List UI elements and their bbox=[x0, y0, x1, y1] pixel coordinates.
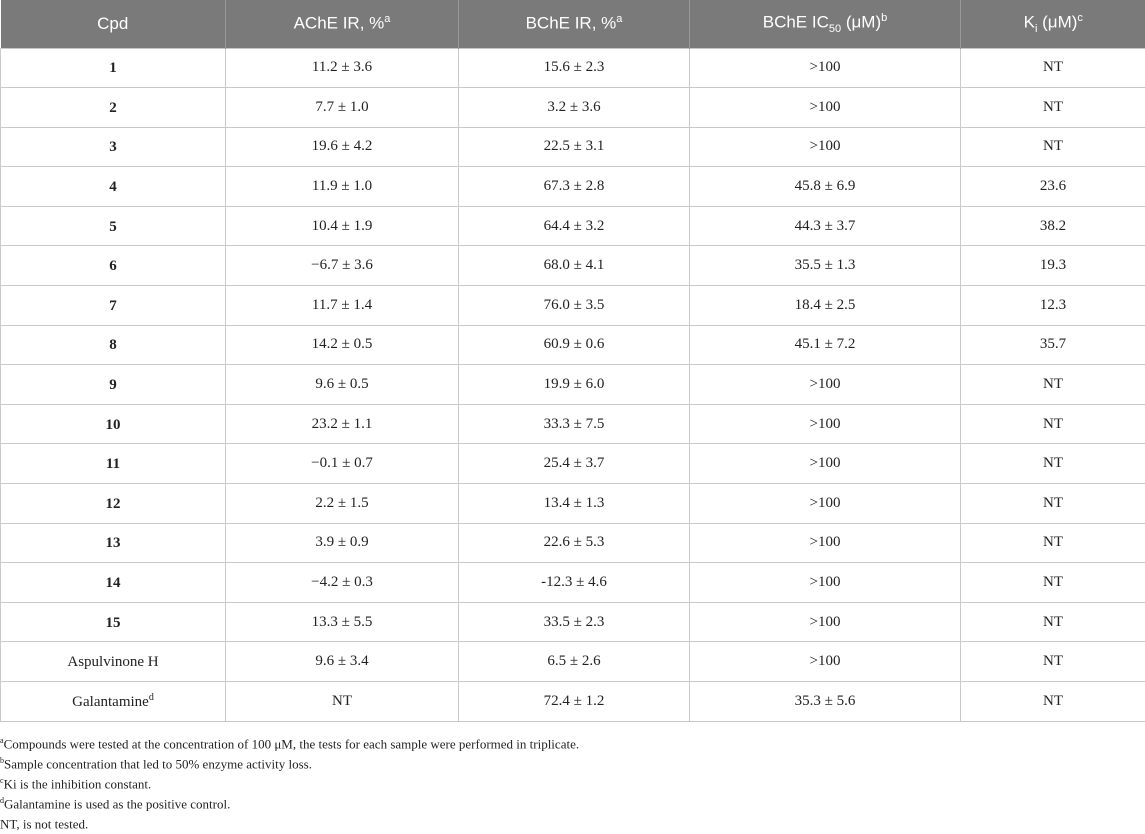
cell-bche-ir: 72.4 ± 1.2 bbox=[459, 682, 690, 722]
footnote-marker: d bbox=[149, 692, 154, 703]
cell-bche-ic50: >100 bbox=[690, 48, 961, 88]
header-row bbox=[1, 0, 1145, 48]
cell-bche-ic50: >100 bbox=[690, 365, 961, 405]
cell-cpd: Galantamine$^d$ bbox=[1, 682, 226, 722]
cell-ache-ir: 11.9 ± 1.0 bbox=[226, 167, 459, 207]
cell-bche-ir: 19.9 ± 6.0 bbox=[459, 365, 690, 405]
header-bche-ic50: BChE $IC_{50}$ $(\mu M)^b$ bbox=[690, 0, 961, 48]
table-row bbox=[1, 444, 1145, 484]
cell-ache-ir: −0.1 ± 0.7 bbox=[226, 444, 459, 484]
cell-ki: NT bbox=[961, 563, 1145, 603]
cell-bche-ir: -12.3 ± 4.6 bbox=[459, 563, 690, 603]
cell-ki: NT bbox=[961, 484, 1145, 524]
cell-bche-ic50: >100 bbox=[690, 563, 961, 603]
table-row bbox=[1, 325, 1145, 365]
cell-bche-ic50: 35.5 ± 1.3 bbox=[690, 246, 961, 286]
table-row bbox=[1, 206, 1145, 246]
cell-cpd: 9 bbox=[1, 365, 226, 405]
cell-bche-ic50: >100 bbox=[690, 484, 961, 524]
cell-bche-ir: 68.0 ± 4.1 bbox=[459, 246, 690, 286]
cell-ache-ir: 23.2 ± 1.1 bbox=[226, 404, 459, 444]
cell-bche-ir: 76.0 ± 3.5 bbox=[459, 286, 690, 326]
header-bche-ir: BChE IR, %$^a$ bbox=[459, 0, 690, 48]
cell-cpd: 11 bbox=[1, 444, 226, 484]
cell-bche-ir: 33.3 ± 7.5 bbox=[459, 404, 690, 444]
cell-cpd: 8 bbox=[1, 325, 226, 365]
cell-bche-ic50: >100 bbox=[690, 88, 961, 128]
cell-ki: NT bbox=[961, 642, 1145, 682]
table-row bbox=[1, 642, 1145, 682]
cell-cpd: 3 bbox=[1, 127, 226, 167]
table-row bbox=[1, 682, 1145, 722]
table-row bbox=[1, 484, 1145, 524]
footnote-line: $^a$Compounds were tested at the concentration of 100 μM, the tests for each sample were performed in triplicate. bbox=[0, 731, 1145, 751]
cell-ache-ir: −6.7 ± 3.6 bbox=[226, 246, 459, 286]
cell-bche-ic50: 45.1 ± 7.2 bbox=[690, 325, 961, 365]
cell-ki: NT bbox=[961, 444, 1145, 484]
table-row bbox=[1, 523, 1145, 563]
cell-ache-ir: 13.3 ± 5.5 bbox=[226, 602, 459, 642]
header-cpd: Cpd bbox=[1, 0, 226, 48]
cell-cpd: 6 bbox=[1, 246, 226, 286]
table-row bbox=[1, 127, 1145, 167]
header-ache-ir: AChE IR, %$^a$ bbox=[226, 0, 459, 48]
cell-bche-ir: 22.5 ± 3.1 bbox=[459, 127, 690, 167]
cell-ache-ir: 9.6 ± 3.4 bbox=[226, 642, 459, 682]
cell-cpd: 12 bbox=[1, 484, 226, 524]
cell-bche-ir: 64.4 ± 3.2 bbox=[459, 206, 690, 246]
cell-ki: NT bbox=[961, 404, 1145, 444]
cell-ache-ir: 10.4 ± 1.9 bbox=[226, 206, 459, 246]
cell-cpd: 4 bbox=[1, 167, 226, 207]
cell-ki: 19.3 bbox=[961, 246, 1145, 286]
table-row bbox=[1, 88, 1145, 128]
cell-ache-ir: −4.2 ± 0.3 bbox=[226, 563, 459, 603]
header-ki: $K_i$ $(\mu M)^c$ bbox=[961, 0, 1145, 48]
table-row bbox=[1, 563, 1145, 603]
cell-ki: NT bbox=[961, 127, 1145, 167]
cell-ki: NT bbox=[961, 365, 1145, 405]
cell-ache-ir: 2.2 ± 1.5 bbox=[226, 484, 459, 524]
cell-cpd: 13 bbox=[1, 523, 226, 563]
cell-bche-ir: 25.4 ± 3.7 bbox=[459, 444, 690, 484]
footnotes bbox=[0, 731, 1145, 831]
cell-ache-ir: 14.2 ± 0.5 bbox=[226, 325, 459, 365]
cell-ki: NT bbox=[961, 88, 1145, 128]
cell-bche-ic50: >100 bbox=[690, 602, 961, 642]
cell-ki: NT bbox=[961, 602, 1145, 642]
cell-bche-ir: 3.2 ± 3.6 bbox=[459, 88, 690, 128]
cell-cpd: 2 bbox=[1, 88, 226, 128]
cell-bche-ic50: 44.3 ± 3.7 bbox=[690, 206, 961, 246]
cell-cpd: 15 bbox=[1, 602, 226, 642]
cell-ache-ir: 11.2 ± 3.6 bbox=[226, 48, 459, 88]
cell-ki: 35.7 bbox=[961, 325, 1145, 365]
table-body bbox=[1, 48, 1145, 721]
cell-cpd: Aspulvinone H bbox=[1, 642, 226, 682]
cell-bche-ic50: 18.4 ± 2.5 bbox=[690, 286, 961, 326]
cell-bche-ic50: >100 bbox=[690, 642, 961, 682]
table-row bbox=[1, 246, 1145, 286]
table-header bbox=[1, 0, 1145, 48]
cell-bche-ic50: 35.3 ± 5.6 bbox=[690, 682, 961, 722]
cell-bche-ic50: 45.8 ± 6.9 bbox=[690, 167, 961, 207]
cell-ache-ir: 19.6 ± 4.2 bbox=[226, 127, 459, 167]
cell-bche-ic50: >100 bbox=[690, 127, 961, 167]
cell-bche-ir: 6.5 ± 2.6 bbox=[459, 642, 690, 682]
table-row bbox=[1, 167, 1145, 207]
cell-bche-ir: 15.6 ± 2.3 bbox=[459, 48, 690, 88]
cell-ache-ir: 7.7 ± 1.0 bbox=[226, 88, 459, 128]
cell-ki: NT bbox=[961, 48, 1145, 88]
cell-ache-ir: 11.7 ± 1.4 bbox=[226, 286, 459, 326]
footnote-line: $^c$Ki is the inhibition constant. bbox=[0, 771, 1145, 791]
cell-ache-ir: NT bbox=[226, 682, 459, 722]
cell-cpd: 7 bbox=[1, 286, 226, 326]
cell-cpd: 10 bbox=[1, 404, 226, 444]
cell-ki: NT bbox=[961, 523, 1145, 563]
cell-bche-ir: 22.6 ± 5.3 bbox=[459, 523, 690, 563]
table-row bbox=[1, 365, 1145, 405]
footnote-line: $^d$Galantamine is used as the positive control. bbox=[0, 791, 1145, 811]
cell-ki: NT bbox=[961, 682, 1145, 722]
cell-bche-ic50: >100 bbox=[690, 444, 961, 484]
cell-cpd: 14 bbox=[1, 563, 226, 603]
cell-ki: 12.3 bbox=[961, 286, 1145, 326]
cell-cpd: 5 bbox=[1, 206, 226, 246]
cell-ache-ir: 3.9 ± 0.9 bbox=[226, 523, 459, 563]
footnote-line: NT, is not tested. bbox=[0, 811, 1145, 831]
cell-ache-ir: 9.6 ± 0.5 bbox=[226, 365, 459, 405]
footnote-line: $^b$Sample concentration that led to 50% enzyme activity loss. bbox=[0, 751, 1145, 771]
cell-bche-ir: 13.4 ± 1.3 bbox=[459, 484, 690, 524]
table-row bbox=[1, 48, 1145, 88]
table-row bbox=[1, 602, 1145, 642]
cell-cpd: 1 bbox=[1, 48, 226, 88]
cell-ki: 38.2 bbox=[961, 206, 1145, 246]
cell-ki: 23.6 bbox=[961, 167, 1145, 207]
cell-bche-ic50: >100 bbox=[690, 523, 961, 563]
cell-bche-ic50: >100 bbox=[690, 404, 961, 444]
cell-bche-ir: 67.3 ± 2.8 bbox=[459, 167, 690, 207]
cell-bche-ir: 60.9 ± 0.6 bbox=[459, 325, 690, 365]
table-row bbox=[1, 404, 1145, 444]
table-row bbox=[1, 286, 1145, 326]
cell-bche-ir: 33.5 ± 2.3 bbox=[459, 602, 690, 642]
